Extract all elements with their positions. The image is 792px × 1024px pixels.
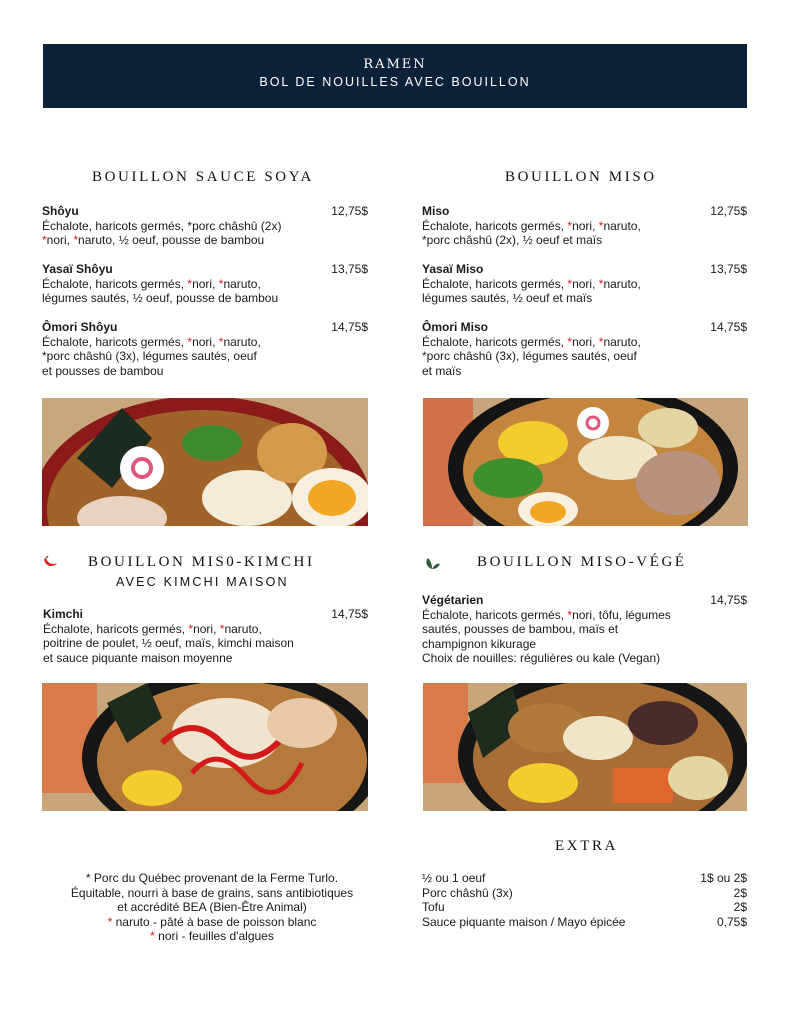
menu-title: RAMEN <box>363 57 427 72</box>
item-price: 14,75$ <box>331 320 368 334</box>
red-asterisk: * <box>219 621 225 636</box>
item-price: 13,75$ <box>710 262 747 276</box>
item-description-line: Échalote, haricots germés, *nori, *naruto, <box>422 276 641 291</box>
red-asterisk: * <box>598 334 604 349</box>
menu-item-omori-shoyu <box>42 320 368 378</box>
extra-price: 1$ ou 2$ <box>700 871 747 885</box>
leaf-icon <box>423 555 441 576</box>
extra-price: 2$ <box>733 885 747 900</box>
extra-row <box>422 915 747 930</box>
section-subtitle-kimchi: AVEC KIMCHI MAISON <box>116 575 289 589</box>
red-asterisk: * <box>187 334 193 349</box>
red-asterisk: * <box>42 233 47 247</box>
item-description-line: *porc châshû (2x), ½ oeuf et maïs <box>422 233 603 247</box>
item-name: Kimchi <box>43 607 84 621</box>
item-description-line: Échalote, haricots germés, *nori, tôfu, légumes <box>422 607 671 622</box>
kimchi-ramen-photo <box>42 683 368 811</box>
menu-item-yasai-miso <box>422 262 747 306</box>
item-price: 12,75$ <box>710 204 747 218</box>
extra-label: ½ ou 1 oeuf <box>422 871 486 885</box>
extra-row <box>422 871 747 886</box>
extra-row <box>422 900 747 915</box>
footnotes <box>43 871 381 944</box>
footnote-line: * Porc du Québec provenant de la Ferme Turlo. <box>85 871 339 885</box>
extra-price: 0,75$ <box>716 914 747 929</box>
section-title-miso: BOUILLON MISO <box>505 169 657 185</box>
menu-subtitle: BOL DE NOUILLES AVEC BOUILLON <box>259 75 531 89</box>
extra-label: Tofu <box>422 900 445 914</box>
footnote-line: * nori - feuilles d'algues <box>150 929 274 944</box>
footnote-line: * naruto - pâté à base de poisson blanc <box>107 914 317 929</box>
chili-pepper-icon <box>43 556 59 575</box>
item-description-line: sautés, pousses de bambou, maïs et <box>422 622 619 636</box>
item-description-line: *porc châshû (3x), légumes sautés, oeuf <box>422 349 637 363</box>
item-description-line: champignon kikurage <box>422 636 537 651</box>
vege-ramen-photo <box>423 683 747 811</box>
red-asterisk: * <box>107 914 113 929</box>
item-description-line: légumes sautés, ½ oeuf, pousse de bambou <box>42 291 279 305</box>
item-description-line: et pousses de bambou <box>42 363 164 378</box>
item-name: Végétarien <box>422 593 484 607</box>
item-name: Ômori Shôyu <box>42 320 118 334</box>
item-description-line: Échalote, haricots germés, *nori, *naruto, <box>42 334 261 349</box>
item-price: 14,75$ <box>710 320 747 334</box>
menu-item-miso <box>422 204 747 248</box>
item-description-line: et maïs <box>422 363 462 378</box>
extra-price: 2$ <box>733 900 747 914</box>
item-description-line: Échalote, haricots germés, *nori, *naruto, <box>422 334 641 349</box>
extra-label: Porc châshû (3x) <box>422 885 513 900</box>
extra-label: Sauce piquante maison / Mayo épicée <box>422 914 626 929</box>
item-price: 13,75$ <box>331 262 368 276</box>
item-description-line: *nori, *naruto, ½ oeuf, pousse de bambou <box>42 233 265 247</box>
menu-item-yasai-shoyu <box>42 262 368 306</box>
menu-item-kimchi <box>43 607 368 665</box>
red-asterisk: * <box>567 607 573 622</box>
red-asterisk: * <box>188 621 194 636</box>
item-description-line: Échalote, haricots germés, *nori, *naruto, <box>43 621 262 636</box>
item-name: Shôyu <box>42 204 79 218</box>
section-title-extra: EXTRA <box>555 838 618 854</box>
red-asterisk: * <box>567 218 573 233</box>
item-name: Yasaï Shôyu <box>42 262 113 276</box>
red-asterisk: * <box>218 334 224 349</box>
section-title-vege: BOUILLON MISO-VÉGÉ <box>477 554 687 570</box>
item-description-line: Échalote, haricots germés, *porc châshû (2x) <box>42 218 282 233</box>
item-name: Yasaï Miso <box>422 262 484 276</box>
item-name: Ômori Miso <box>422 320 489 334</box>
item-price: 14,75$ <box>331 607 368 621</box>
menu-item-shoyu <box>42 204 368 248</box>
shoyu-ramen-photo <box>42 398 368 526</box>
item-description-line: poitrine de poulet, ½ oeuf, maïs, kimchi maison <box>43 636 294 650</box>
item-price: 14,75$ <box>710 593 747 607</box>
item-description-line: *porc châshû (3x), légumes sautés, oeuf <box>42 349 257 363</box>
section-title-kimchi: BOUILLON MIS0-KIMCHI <box>88 554 315 570</box>
red-asterisk: * <box>187 276 193 291</box>
menu-item-vegetarien <box>422 593 747 666</box>
red-asterisk: * <box>150 929 155 944</box>
item-description-line: Choix de nouilles: régulières ou kale (Vegan) <box>422 651 661 665</box>
item-price: 12,75$ <box>331 204 368 218</box>
item-name: Miso <box>422 204 450 218</box>
item-description-line: Échalote, haricots germés, *nori, *naruto, <box>42 276 261 291</box>
red-asterisk: * <box>598 276 604 291</box>
red-asterisk: * <box>218 276 224 291</box>
footnote-line: et accrédité BEA (Bien-Être Animal) <box>117 900 307 915</box>
item-description-line: légumes sautés, ½ oeuf et maïs <box>422 291 593 305</box>
red-asterisk: * <box>567 334 573 349</box>
extra-row <box>422 886 747 901</box>
menu-item-omori-miso <box>422 320 747 378</box>
footnote-line: Équitable, nourri à base de grains, sans antibiotiques <box>70 885 354 900</box>
red-asterisk: * <box>598 218 604 233</box>
miso-ramen-photo <box>423 398 748 526</box>
red-asterisk: * <box>73 233 79 247</box>
section-title-soya: BOUILLON SAUCE SOYA <box>92 169 314 185</box>
item-description-line: et sauce piquante maison moyenne <box>43 650 233 665</box>
item-description-line: Échalote, haricots germés, *nori, *naruto, <box>422 218 641 233</box>
header-banner <box>43 44 747 108</box>
red-asterisk: * <box>567 276 573 291</box>
